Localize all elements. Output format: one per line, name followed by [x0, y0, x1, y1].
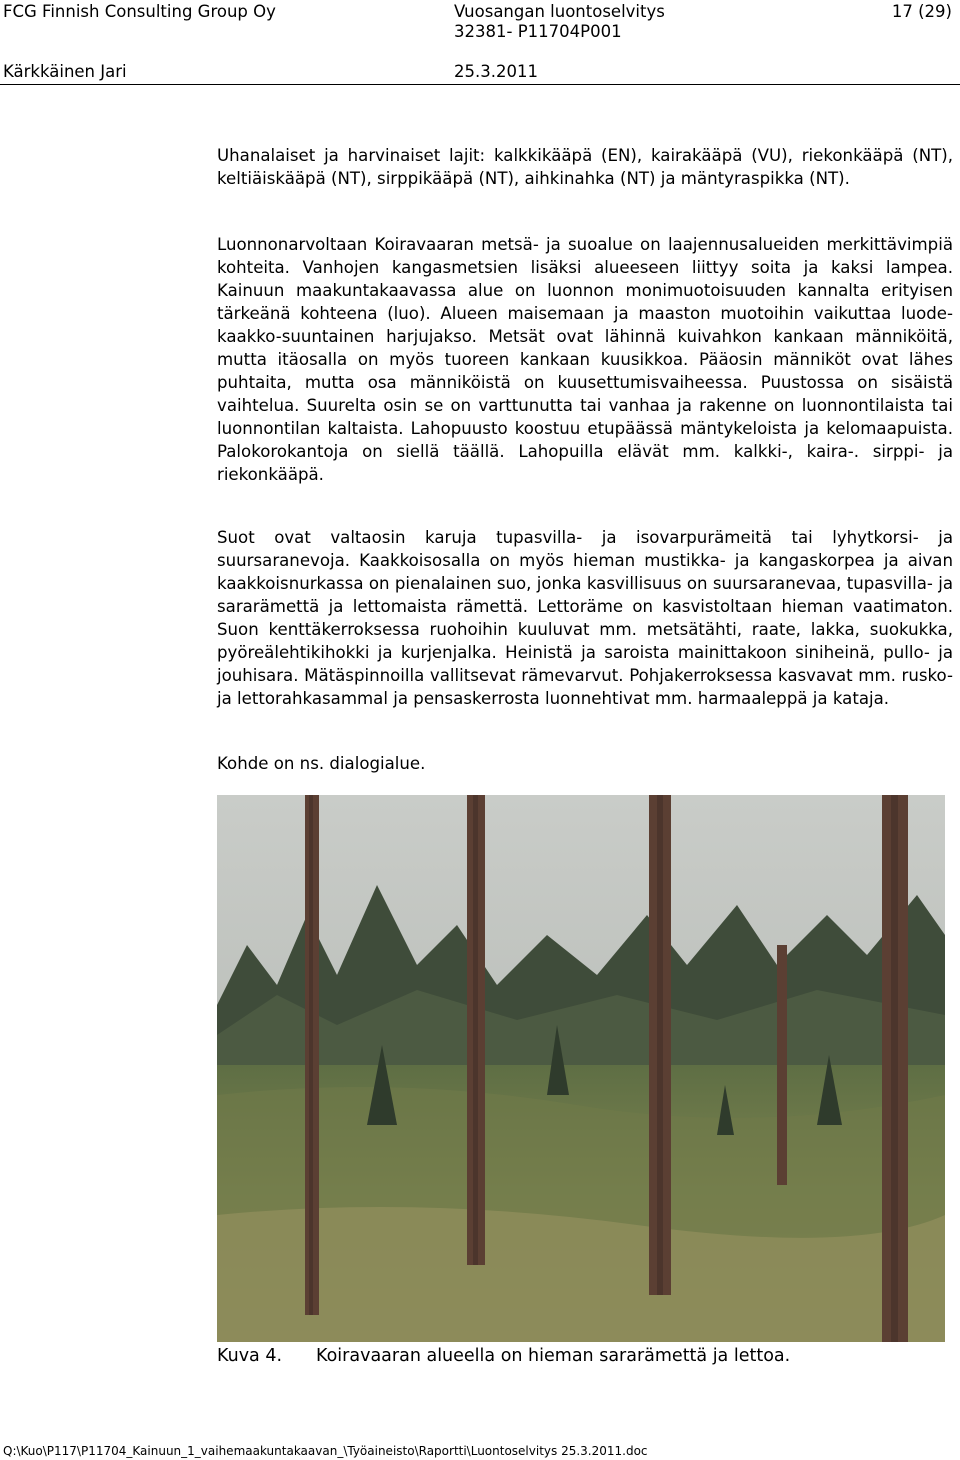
- figure-caption-label: Kuva 4.: [217, 1346, 283, 1366]
- footer-file-path: Q:\Kuo\P117\P11704_Kainuun_1_vaihemaakuntakaavan_\Työaineisto\Raportti\Luontoselvitys 25.3.2011.doc: [3, 1444, 648, 1458]
- body-section: [217, 233, 953, 486]
- forest-photo: [217, 795, 945, 1342]
- header-company: FCG Finnish Consulting Group Oy: [3, 2, 276, 21]
- header-date: 25.3.2011: [454, 62, 538, 81]
- paragraph-endangered-species: Uhanalaiset ja harvinaiset lajit: kalkkikääpä (EN), kairakääpä (VU), riekonkääpä (NT), keltiäiskääpä (NT), sirppikääpä (NT), aihkinahka (NT) ja mäntyraspikka (NT).: [217, 146, 953, 188]
- header-page-number: 17 (29): [891, 2, 952, 21]
- body-section: [217, 526, 953, 710]
- paragraph-dialogue-area: Kohde on ns. dialogialue.: [217, 754, 426, 773]
- header-project-code: 32381- P11704P001: [454, 22, 622, 41]
- body-section: [217, 144, 953, 190]
- header-author: Kärkkäinen Jari: [3, 62, 127, 81]
- figure-caption-text: Koiravaaran alueella on hieman sararämettä ja lettoa.: [316, 1346, 791, 1366]
- header-report-title: Vuosangan luontoselvitys: [454, 2, 665, 21]
- body-section: [217, 752, 953, 775]
- header-rule: [0, 84, 960, 85]
- paragraph-koiravaara-description: Luonnonarvoltaan Koiravaaran metsä- ja suoalue on laajennusalueiden merkittävimpiä kohteita. Vanhojen kangasmetsien lisäksi alueeseen liittyy soita ja kaksi lampea. Kainuun maakuntakaavassa alue on luonnon monimuotoisuuden kannalta erityisen tärkeänä kohteena (luo). Alueen maisemaan ja maaston muotoihin vaikuttaa luode-kaakko-suuntainen harjujakso. Metsät ovat lähinnä kuivahkon kankaan männiköitä, mutta itäosalla on myös tuoreen kankaan kuusikkoa. Pääosin männiköt ovat lähes puhtaita, mutta osa männiköistä on kuusettumisvaiheessa. Puustossa on sisäistä vaihtelua. Suurelta osin se on varttunutta tai vanhaa ja rakenne on luonnontilaista tai luonnontilan kaltaista. Lahopuusto koostuu etupäässä mäntykeloista ja kelomaapuista. Palokorokantoja on siellä täällä. Lahopuilla elävät mm. kalkki-, kaira-. sirppi- ja riekonkääpä.: [217, 235, 953, 484]
- paragraph-mires-description: Suot ovat valtaosin karuja tupasvilla- ja isovarpurämeitä tai lyhytkorsi- ja suursaranevoja. Kaakkoisosalla on myös hieman mustikka- ja kangaskorpea ja aivan kaakkoisnurkassa on pienalainen suo, jonka kasvillisuus on suursaranevaa, tupasvilla- ja sararämettä ja lettomaista rämettä. Lettoräme on kasvistoltaan hieman vaatimaton. Suon kenttäkerroksessa ruohoihin kuuluvat mm. metsätähti, raate, lakka, suokukka, pyöreälehtikihokki ja kurjenjalka. Heinistä ja saroista mainittakoon siniheinä, pullo- ja jouhisara. Mätäspinnoilla vallitsevat rämevarvut. Pohjakerroksessa kasvavat mm. rusko- ja lettorahkasammal ja pensaskerrosta luonnehtivat mm. harmaaleppä ja kataja.: [217, 528, 953, 708]
